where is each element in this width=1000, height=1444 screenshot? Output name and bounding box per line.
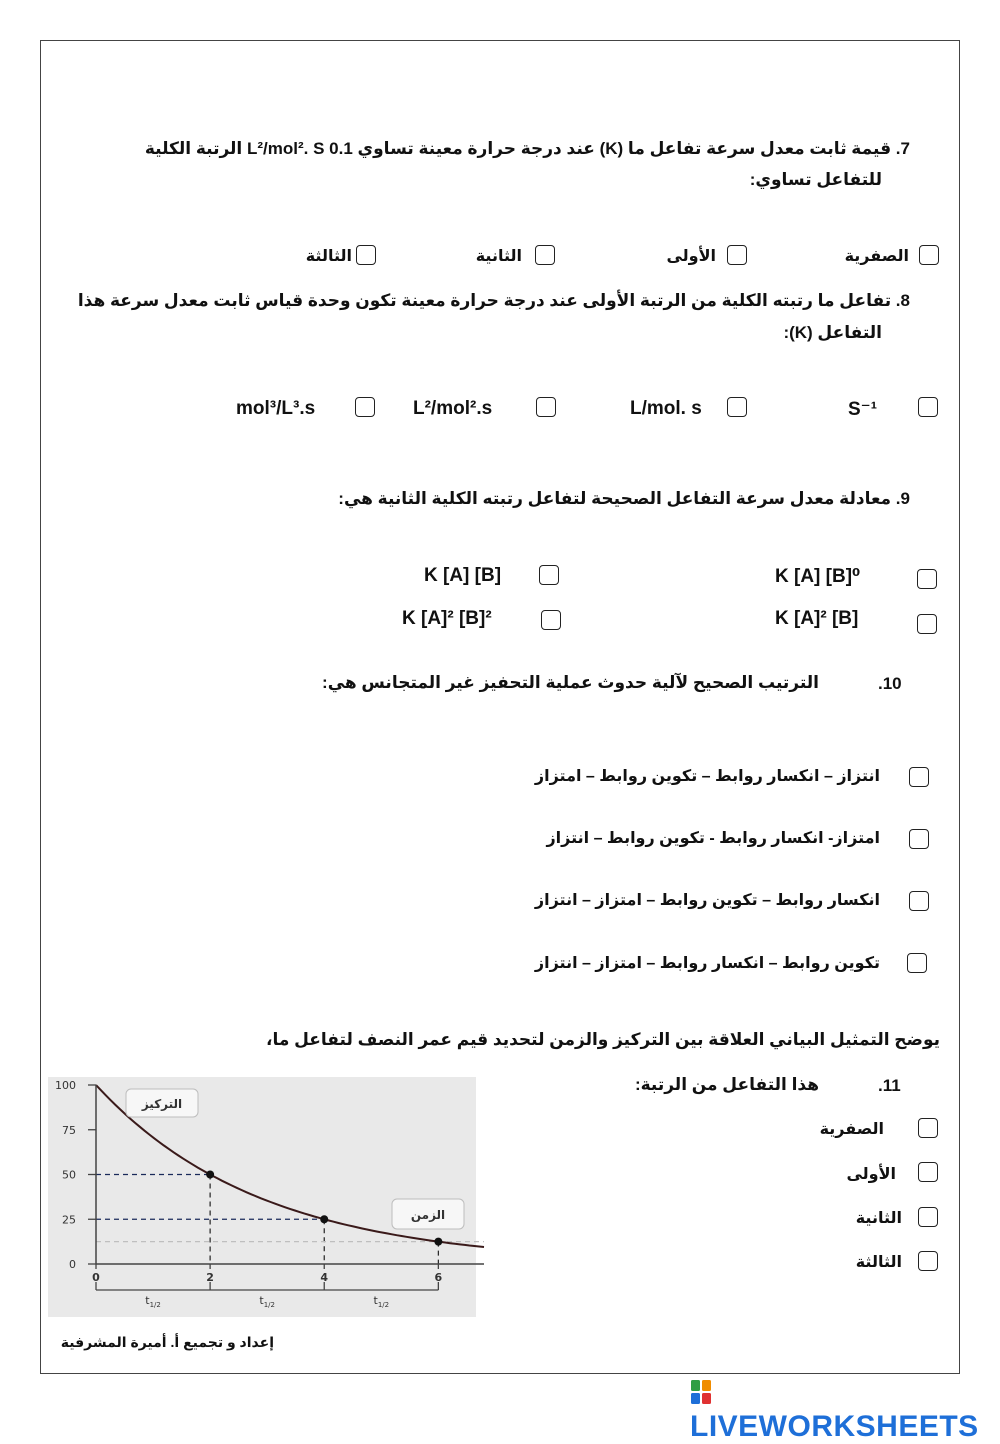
- q10-option-3-checkbox[interactable]: [909, 891, 929, 911]
- q9-option-1-label: K [A] [B]⁰: [775, 566, 861, 587]
- q9-option-2-checkbox[interactable]: [539, 565, 559, 585]
- x-tick-label: 0: [92, 1271, 100, 1284]
- author-credit: إعداد و تجميع أ. أميرة المشرفية: [60, 1334, 274, 1350]
- q8-option-1-checkbox[interactable]: [918, 397, 938, 417]
- q7-line1: 7. قيمة ثابت معدل سرعة تفاعل ما (K) عند درجة حرارة معينة تساوي 0.1 L²/mol². S الرتبة الكلية: [144, 139, 910, 158]
- half-life-label-subscript: 1/2: [149, 1301, 161, 1309]
- y-tick-label: 25: [62, 1213, 76, 1227]
- q8-option-1-label: S⁻¹: [848, 399, 878, 420]
- q7-option-2-label: الأولى: [666, 248, 716, 265]
- q9-option-4-label: K [A]² [B]²: [402, 608, 492, 629]
- q10-number: .10: [878, 674, 902, 693]
- brand-text: LIVEWORKSHEETS: [690, 1410, 979, 1443]
- x-tick-label: 4: [320, 1271, 329, 1284]
- q11-option-2-label: الأولى: [846, 1166, 896, 1183]
- q11-text: هذا التفاعل من الرتبة:: [634, 1075, 819, 1094]
- x-axis-label: الزمن: [410, 1208, 446, 1222]
- q10-option-4-checkbox[interactable]: [907, 953, 927, 973]
- y-tick-label: 75: [62, 1123, 76, 1137]
- x-tick-label: 6: [434, 1271, 443, 1284]
- q7-option-3-label: الثانية: [475, 248, 522, 265]
- q7-option-4-label: الثالثة: [305, 248, 352, 265]
- half-life-label-subscript: 1/2: [263, 1301, 275, 1309]
- q11-option-1-checkbox[interactable]: [918, 1118, 938, 1138]
- q11-option-3-label: الثانية: [855, 1210, 902, 1227]
- q9-option-4-checkbox[interactable]: [541, 610, 561, 630]
- q11-option-4-checkbox[interactable]: [918, 1251, 938, 1271]
- half-life-label: $t_{1/2}$: [373, 1294, 390, 1309]
- q8-option-2-checkbox[interactable]: [727, 397, 747, 417]
- q11-option-1-label: الصفرية: [819, 1121, 884, 1138]
- graph-intro-text: يوضح التمثيل البياني العلاقة بين التركيز والزمن لتحديد قيم عمر النصف لتفاعل ما،: [266, 1030, 940, 1049]
- x-tick-label: 2: [206, 1271, 214, 1284]
- q9-option-3-checkbox[interactable]: [917, 614, 937, 634]
- q10-option-1-checkbox[interactable]: [909, 767, 929, 787]
- q10-text: الترتيب الصحيح لآلية حدوث عملية التحفيز غير المتجانس هي:: [322, 673, 819, 692]
- q10-option-3-label: انكسار روابط – تكوين روابط – امتزاز – انتزاز: [534, 892, 880, 909]
- q8-line1: 8. تفاعل ما رتبته الكلية من الرتبة الأولى عند درجة حرارة معينة تكون وحدة قياس ثابت معدل سرعة هذا: [77, 291, 910, 310]
- q9-option-1-checkbox[interactable]: [917, 569, 937, 589]
- q11-option-2-checkbox[interactable]: [918, 1162, 938, 1182]
- half-life-label: $t_{1/2}$: [145, 1294, 161, 1309]
- q10-option-1-label: انتزاز – انكسار روابط – تكوين روابط – امتزاز: [534, 768, 880, 785]
- q9-option-2-label: K [A] [B]: [424, 565, 502, 586]
- q9-text: 9. معادلة معدل سرعة التفاعل الصحيحة لتفاعل رتبته الكلية الثانية هي:: [338, 489, 910, 508]
- y-axis-label: التركيز: [141, 1097, 183, 1111]
- q7-line2: للتفاعل تساوي:: [749, 170, 882, 189]
- liveworksheets-logo-icon: [690, 1379, 712, 1405]
- half-life-label-subscript: 1/2: [377, 1301, 390, 1309]
- q8-line2: التفاعل (K):: [783, 323, 882, 342]
- y-tick-label: 100: [55, 1079, 76, 1092]
- data-point: [320, 1215, 328, 1223]
- liveworksheets-brand[interactable]: [690, 1376, 1000, 1444]
- q10-option-2-checkbox[interactable]: [909, 829, 929, 849]
- half-life-label: $t_{1/2}$: [259, 1294, 275, 1309]
- q8-option-4-checkbox[interactable]: [355, 397, 375, 417]
- q10-option-2-label: امتزاز- انكسار روابط - تكوين روابط – انتزاز: [546, 830, 880, 847]
- x-axis-label-tag: [392, 1199, 464, 1229]
- y-tick-label: 0: [69, 1258, 76, 1271]
- chart-svg: [48, 1077, 476, 1317]
- q11-option-3-checkbox[interactable]: [918, 1207, 938, 1227]
- q10-option-4-label: تكوين روابط – انكسار روابط – امتزاز – انتزاز: [534, 955, 880, 972]
- q11-option-4-label: الثالثة: [855, 1254, 902, 1271]
- data-point: [434, 1238, 442, 1246]
- q7-option-1-checkbox[interactable]: [919, 245, 939, 265]
- q8-option-3-checkbox[interactable]: [536, 397, 556, 417]
- q7-option-2-checkbox[interactable]: [727, 245, 747, 265]
- q8-option-2-label: L/mol. s: [630, 398, 702, 419]
- half-life-chart: [48, 1077, 476, 1317]
- q7-option-3-checkbox[interactable]: [535, 245, 555, 265]
- q9-option-3-label: K [A]² [B]: [775, 608, 859, 629]
- q8-option-4-label: mol³/L³.s: [236, 398, 316, 419]
- data-point: [206, 1171, 214, 1179]
- q8-option-3-label: L²/mol².s: [413, 398, 493, 419]
- q7-option-4-checkbox[interactable]: [356, 245, 376, 265]
- y-axis-label-tag: [126, 1089, 198, 1117]
- q7-option-1-label: الصفرية: [844, 248, 909, 265]
- q11-number: .11: [878, 1076, 901, 1095]
- y-tick-label: 50: [62, 1168, 76, 1182]
